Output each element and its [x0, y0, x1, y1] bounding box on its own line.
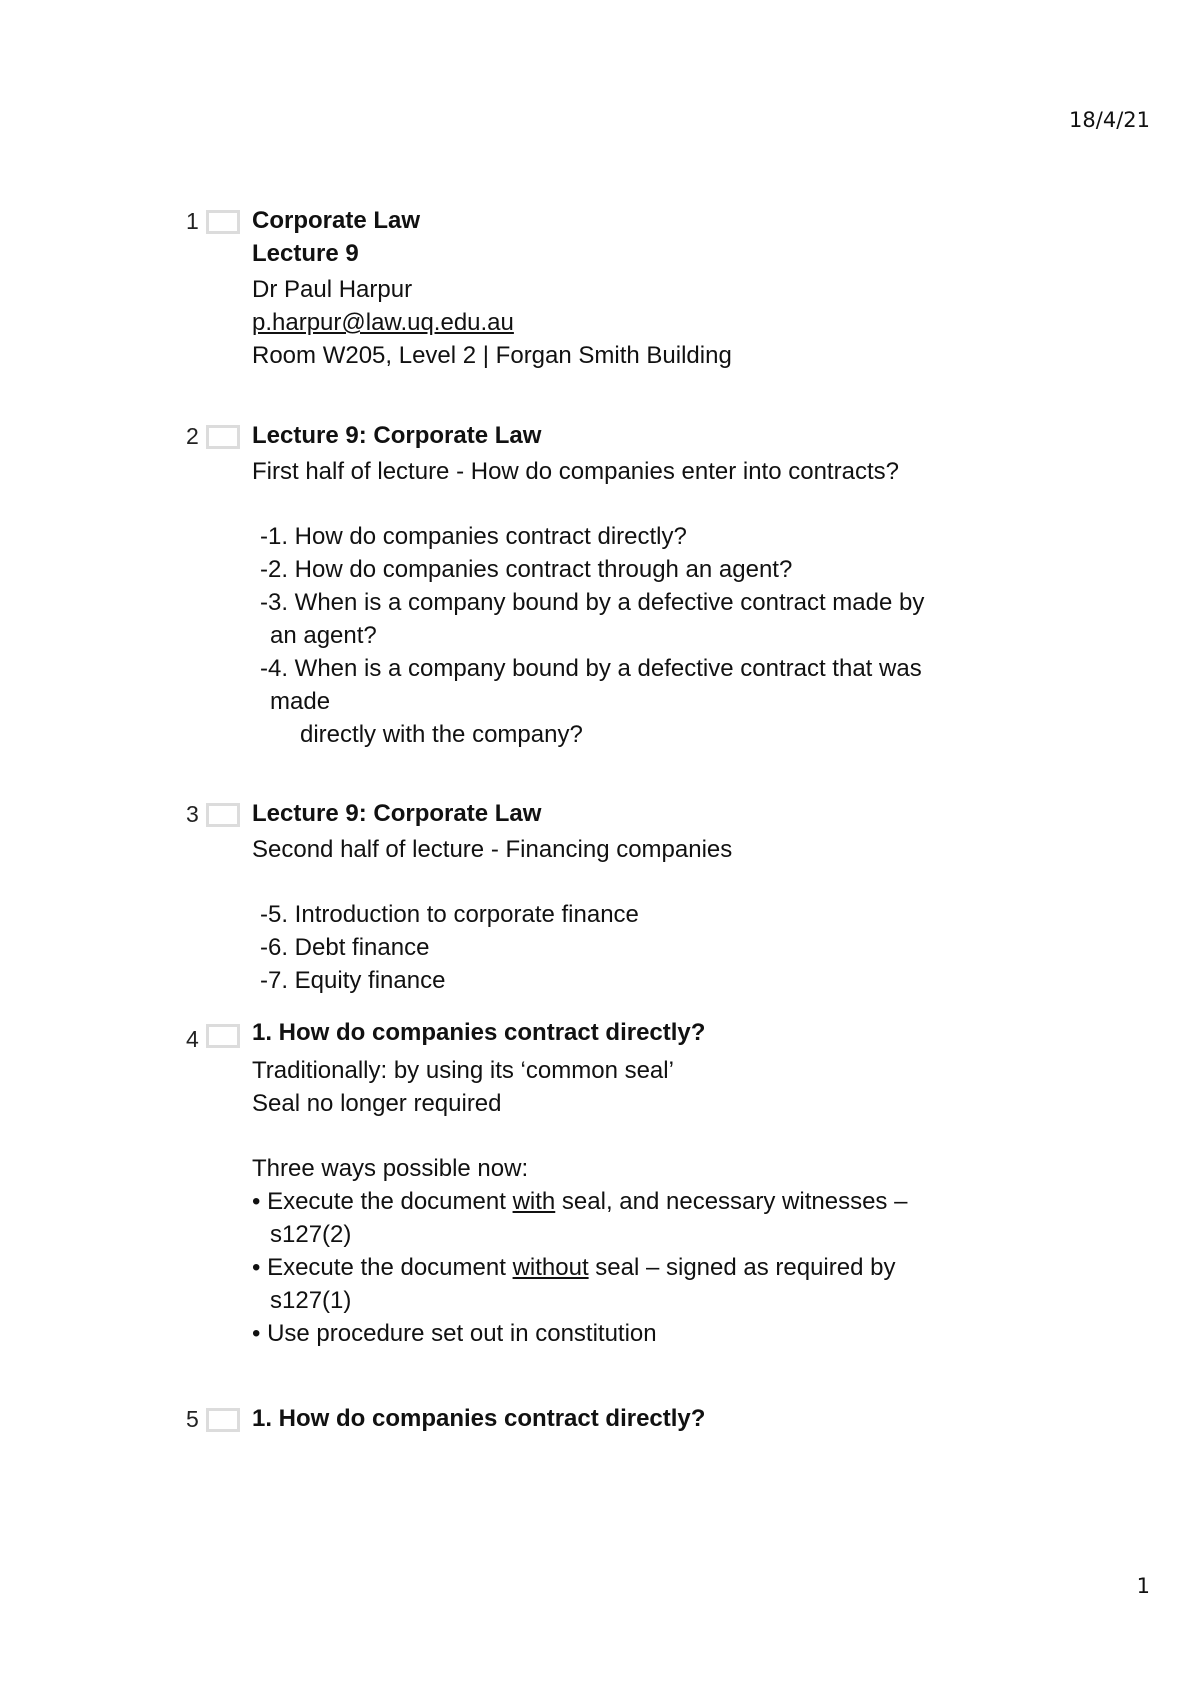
- slide-number: 1: [186, 208, 199, 234]
- bullet-item: [252, 1251, 1072, 1284]
- bullet-emphasis: with: [512, 1188, 556, 1215]
- slide-content: [252, 419, 1072, 751]
- slide-number: 2: [186, 423, 199, 449]
- slide-title: Lecture 9: Corporate Law: [252, 422, 542, 449]
- list-item-continuation: an agent?: [270, 622, 377, 649]
- lecturer-email-link[interactable]: p.harpur@law.uq.edu.au: [252, 309, 514, 336]
- list-item: -4. When is a company bound by a defective contract that was: [260, 655, 922, 682]
- list-item: -1. How do companies contract directly?: [260, 523, 687, 550]
- body-line: Three ways possible now:: [252, 1155, 529, 1182]
- bullet-text: seal – signed as required by: [588, 1254, 896, 1281]
- body-line: Traditionally: by using its ‘common seal’: [252, 1057, 674, 1084]
- slide-title: Corporate Law: [252, 207, 421, 234]
- list-item: -2. How do companies contract through an agent?: [260, 556, 793, 583]
- list-item: -7. Equity finance: [260, 967, 446, 994]
- slide-content: [252, 1016, 1072, 1350]
- list-item-continuation: made: [270, 688, 331, 715]
- bullet-text: • Execute the document: [252, 1188, 513, 1215]
- slide-title: 1. How do companies contract directly?: [252, 1019, 706, 1046]
- slide-subtitle: Second half of lecture - Financing companies: [252, 836, 733, 863]
- slide-thumbnail: [206, 210, 240, 234]
- slide-number: 5: [186, 1406, 199, 1432]
- page-number: 1: [1136, 1574, 1150, 1598]
- body-line: Seal no longer required: [252, 1090, 502, 1117]
- slide-thumbnail: [206, 1024, 240, 1048]
- slide-title: 1. How do companies contract directly?: [252, 1405, 706, 1432]
- bullet-emphasis: without: [512, 1254, 589, 1281]
- lecturer-name: Dr Paul Harpur: [252, 276, 413, 303]
- slide-thumbnail: [206, 425, 240, 449]
- bullet-text: • Execute the document: [252, 1254, 513, 1281]
- document-date: 18/4/21: [1069, 108, 1150, 132]
- slide-content: [252, 797, 1072, 997]
- slide-subtitle: Lecture 9: [252, 240, 359, 267]
- list-item-continuation: directly with the company?: [300, 721, 583, 748]
- list-item: -6. Debt finance: [260, 934, 430, 961]
- list-item: -3. When is a company bound by a defective contract made by: [260, 589, 925, 616]
- slide-thumbnail: [206, 803, 240, 827]
- bullet-item: [252, 1185, 1072, 1218]
- bullet-continuation: s127(1): [270, 1287, 352, 1314]
- slide-thumbnail: [206, 1408, 240, 1432]
- bullet-continuation: s127(2): [270, 1221, 352, 1248]
- list-item: -5. Introduction to corporate finance: [260, 901, 639, 928]
- lecturer-room: Room W205, Level 2 | Forgan Smith Building: [252, 342, 732, 369]
- bullet-item: • Use procedure set out in constitution: [252, 1320, 657, 1347]
- slide-title: Lecture 9: Corporate Law: [252, 800, 542, 827]
- slide-content: [252, 204, 1072, 372]
- slide-subtitle: First half of lecture - How do companies enter into contracts?: [252, 458, 899, 485]
- bullet-text: seal, and necessary witnesses –: [555, 1188, 908, 1215]
- slide-number: 4: [186, 1026, 199, 1052]
- slide-content: [252, 1402, 1072, 1435]
- slide-number: 3: [186, 801, 199, 827]
